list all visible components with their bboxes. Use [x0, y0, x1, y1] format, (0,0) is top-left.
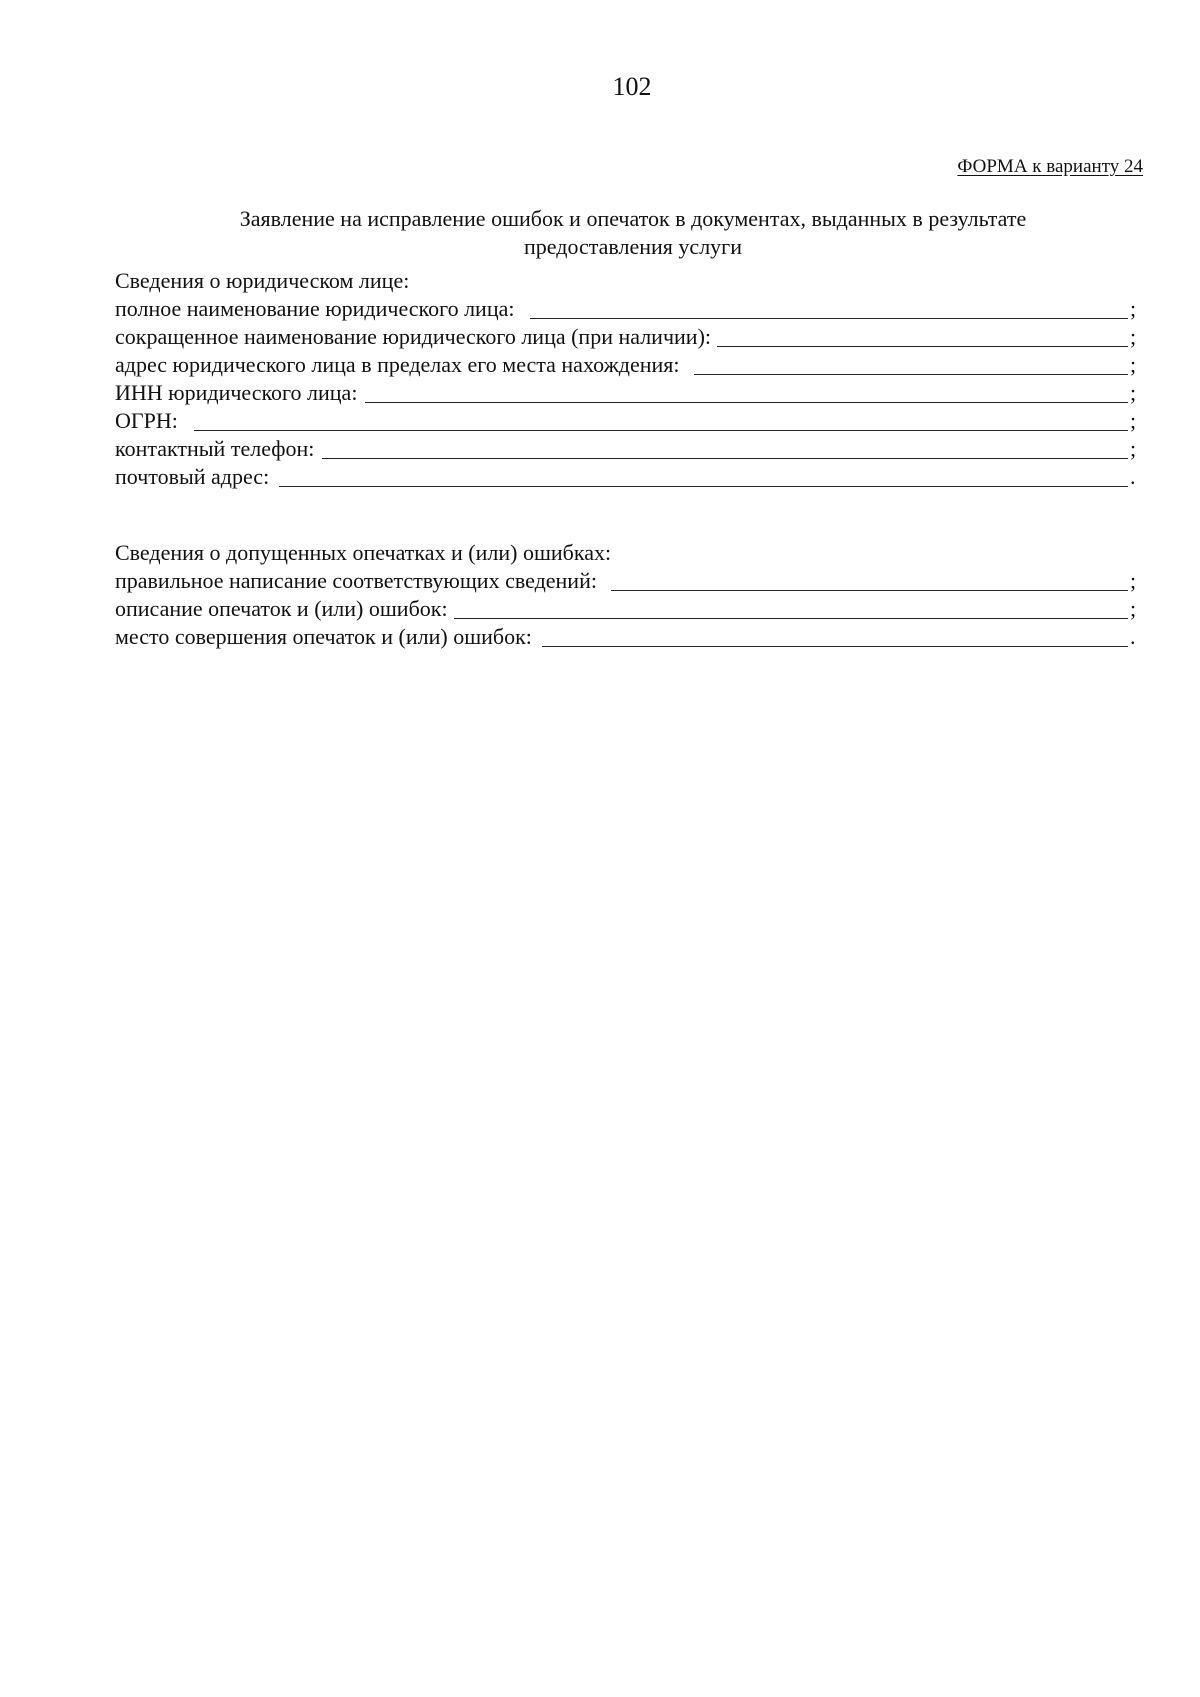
- correct-spelling-punct: ;: [1130, 568, 1137, 593]
- phone-punct: ;: [1130, 436, 1137, 461]
- error-description-field: [115, 595, 1138, 623]
- error-description-input-line[interactable]: [454, 598, 1128, 619]
- ogrn-field: [115, 407, 1138, 435]
- address-field: [115, 351, 1138, 379]
- document-title-line-1: Заявление на исправление ошибок и опечаток в документах, выданных в результате: [239, 206, 1027, 231]
- full-name-field: [115, 295, 1138, 323]
- document-title-line-2: предоставления услуги: [524, 234, 742, 259]
- address-input-line[interactable]: [694, 354, 1128, 375]
- legal-entity-section: [115, 267, 1138, 491]
- correct-spelling-input-line[interactable]: [611, 570, 1128, 591]
- inn-label: ИНН юридического лица:: [115, 380, 358, 405]
- postal-address-label: почтовый адрес:: [115, 464, 270, 489]
- page-number: 102: [612, 72, 652, 101]
- error-description-punct: ;: [1130, 596, 1137, 621]
- ogrn-label: ОГРН:: [115, 408, 178, 433]
- document-title: [150, 205, 1116, 261]
- ogrn-input-line[interactable]: [194, 410, 1128, 431]
- errors-section: [115, 539, 1138, 651]
- error-description-label: описание опечаток и (или) ошибок:: [115, 596, 448, 621]
- phone-field: [115, 435, 1138, 463]
- legal-entity-heading: Сведения о юридическом лице:: [115, 268, 410, 293]
- postal-address-field: [115, 463, 1138, 491]
- short-name-label: сокращенное наименование юридического лица (при наличии):: [115, 324, 712, 349]
- error-location-field: [115, 623, 1138, 651]
- short-name-field: [115, 323, 1138, 351]
- errors-heading: Сведения о допущенных опечатках и (или) ошибках:: [115, 540, 612, 565]
- address-label: адрес юридического лица в пределах его места нахождения:: [115, 352, 680, 377]
- phone-input-line[interactable]: [322, 438, 1128, 459]
- short-name-punct: ;: [1130, 324, 1137, 349]
- inn-punct: ;: [1130, 380, 1137, 405]
- full-name-punct: ;: [1130, 296, 1137, 321]
- ogrn-punct: ;: [1130, 408, 1137, 433]
- correct-spelling-label: правильное написание соответствующих сведений:: [115, 568, 597, 593]
- error-location-input-line[interactable]: [542, 626, 1128, 647]
- inn-field: [115, 379, 1138, 407]
- inn-input-line[interactable]: [365, 382, 1128, 403]
- error-location-punct: .: [1130, 624, 1136, 649]
- full-name-label: полное наименование юридического лица:: [115, 296, 515, 321]
- error-location-label: место совершения опечаток и (или) ошибок:: [115, 624, 532, 649]
- address-punct: ;: [1130, 352, 1137, 377]
- full-name-input-line[interactable]: [530, 298, 1128, 319]
- postal-address-punct: .: [1130, 464, 1136, 489]
- phone-label: контактный телефон:: [115, 436, 315, 461]
- short-name-input-line[interactable]: [717, 326, 1128, 347]
- correct-spelling-field: [115, 567, 1138, 595]
- postal-address-input-line[interactable]: [279, 466, 1128, 487]
- form-reference: ФОРМА к варианту 24: [957, 156, 1143, 177]
